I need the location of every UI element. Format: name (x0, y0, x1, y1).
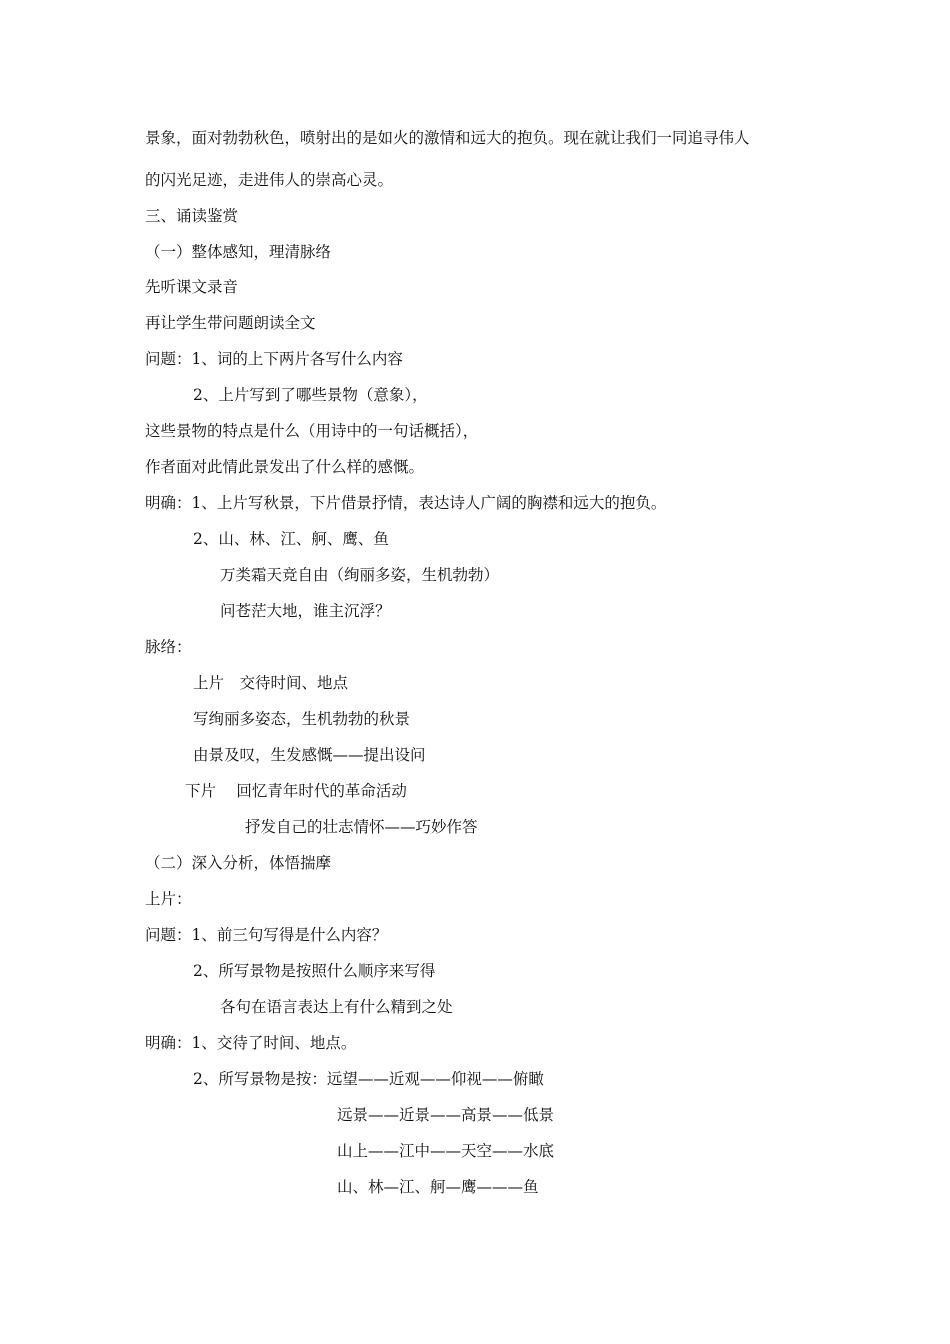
part2-answer-2-c: 山上——江中——天空——水底 (337, 1142, 555, 1160)
part1-answer-2-a: 万类霜天竞自由（绚丽多姿，生机勃勃） (220, 566, 500, 584)
outline-upper: 上片 交待时间、地点 (193, 674, 349, 692)
part1-question-2-cont-1: 这些景物的特点是什么（用诗中的一句话概括）， (145, 422, 479, 440)
part1-answer-2-b: 问苍茫大地，谁主沉浮？ (220, 602, 391, 620)
part2-answer-2-b: 远景——近景——高景——低景 (337, 1106, 555, 1124)
part2-answer-1: 明确：1、交待了时间、地点。 (145, 1034, 357, 1052)
step-1: 先听课文录音 (145, 278, 239, 296)
part2-answer-2-d: 山、林—江、舸—鹰———鱼 (337, 1178, 539, 1196)
upper-label: 上片： (145, 890, 192, 908)
part1-question-1: 问题：1、词的上下两片各写什么内容 (145, 350, 403, 368)
part2-answer-2: 2、所写景物是按：远望——近观——仰视——俯瞰 (193, 1070, 544, 1088)
outline-lower-2: 抒发自己的壮志情怀——巧妙作答 (245, 818, 478, 836)
part2-question-2: 2、所写景物是按照什么顺序来写得 (193, 962, 436, 980)
part1-answer-1: 明确：1、上片写秋景，下片借景抒情，表达诗人广阔的胸襟和远大的抱负。 (145, 494, 667, 512)
part1-question-2-cont-2: 作者面对此情此景发出了什么样的感慨。 (145, 458, 425, 476)
outline-upper-3: 由景及叹，生发感慨——提出设问 (193, 746, 426, 764)
outline-lower: 下片 回忆青年时代的革命活动 (185, 782, 407, 800)
intro-line-1: 景象，面对勃勃秋色，喷射出的是如火的激情和远大的抱负。现在就让我们一同追寻伟人 (145, 129, 750, 147)
part1-answer-2: 2、山、林、江、舸、鹰、鱼 (193, 530, 389, 548)
outline-upper-2: 写绚丽多姿态，生机勃勃的秋景 (193, 710, 411, 728)
part2-question-2-cont: 各句在语言表达上有什么精到之处 (220, 998, 453, 1016)
part1-question-2: 2、上片写到了哪些景物（意象）， (193, 386, 428, 404)
part1-heading: （一）整体感知，理清脉络 (145, 243, 332, 261)
section-heading: 三、诵读鉴赏 (145, 207, 239, 225)
intro-line-2: 的闪光足迹，走进伟人的崇高心灵。 (145, 171, 394, 189)
outline-label: 脉络： (145, 638, 192, 656)
part2-heading: （二）深入分析，体悟揣摩 (145, 854, 332, 872)
step-2: 再让学生带问题朗读全文 (145, 314, 316, 332)
part2-question-1: 问题：1、前三句写得是什么内容？ (145, 926, 388, 944)
